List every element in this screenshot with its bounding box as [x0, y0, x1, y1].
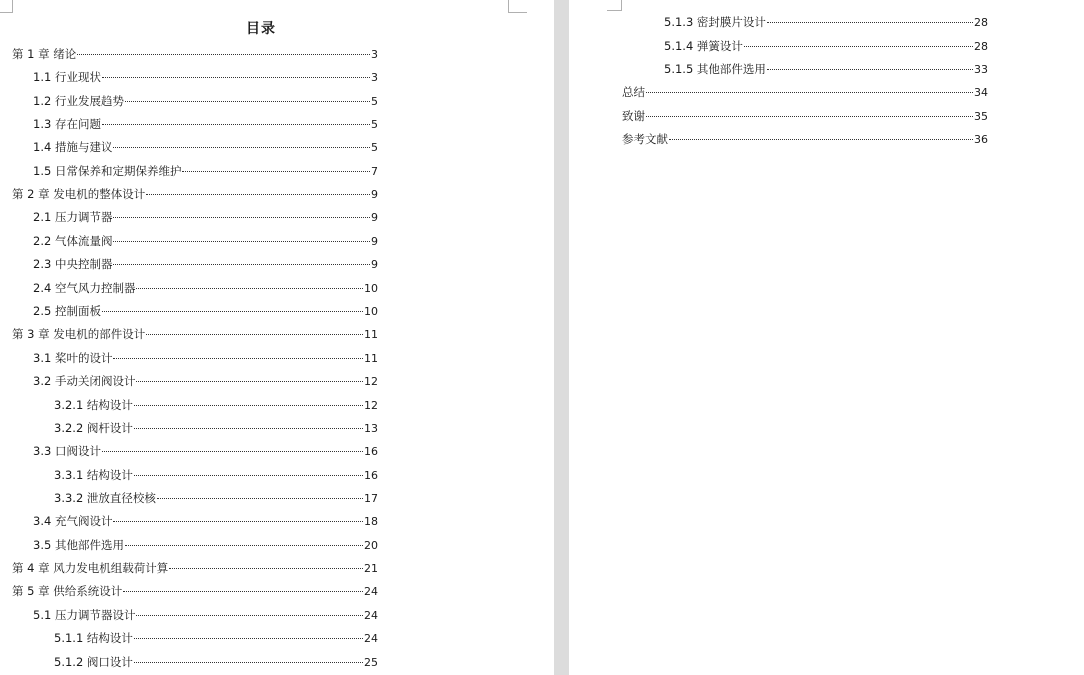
toc-entry-page-number: 33 [974, 63, 988, 76]
toc-entry-page-number: 3 [371, 48, 378, 61]
dot-leader [169, 568, 363, 569]
toc-entry[interactable] [33, 92, 378, 110]
toc-entry[interactable] [33, 536, 378, 554]
dot-leader [134, 475, 363, 476]
toc-entry-page-number: 20 [364, 539, 378, 552]
toc-entry-page-number: 24 [364, 585, 378, 598]
toc-entry-page-number: 28 [974, 16, 988, 29]
dot-leader [669, 139, 973, 140]
toc-entry-label: 第 4 章 风力发电机组载荷计算 [12, 561, 169, 575]
toc-entry[interactable] [54, 419, 378, 437]
toc-entry[interactable] [33, 606, 378, 624]
toc-entry-page-number: 13 [364, 422, 378, 435]
toc-entry-page-number: 18 [364, 515, 378, 528]
toc-entry-page-number: 11 [364, 352, 378, 365]
toc-entry[interactable] [12, 582, 378, 600]
toc-entry-page-number: 35 [974, 110, 988, 123]
dot-leader [136, 288, 363, 289]
dot-leader [744, 46, 973, 47]
crop-mark [0, 0, 13, 13]
toc-entry-page-number: 11 [364, 328, 378, 341]
toc-entry-page-number: 5 [371, 95, 378, 108]
toc-entry[interactable] [33, 372, 378, 390]
toc-entry[interactable] [33, 512, 378, 530]
dot-leader [102, 311, 363, 312]
dot-leader [102, 77, 370, 78]
toc-entry-page-number: 24 [364, 609, 378, 622]
toc-entry[interactable] [54, 396, 378, 414]
toc-entry-label: 3.5 其他部件选用 [33, 538, 124, 552]
toc-entry-page-number: 5 [371, 118, 378, 131]
dot-leader [157, 498, 363, 499]
dot-leader [123, 591, 363, 592]
dot-leader [646, 116, 973, 117]
toc-entry-page-number: 16 [364, 445, 378, 458]
crop-mark [607, 0, 622, 11]
toc-entry-page-number: 34 [974, 86, 988, 99]
toc-entry[interactable] [33, 208, 378, 226]
toc-entry-label: 1.5 日常保养和定期保养维护 [33, 164, 182, 178]
toc-entry[interactable] [33, 302, 378, 320]
dot-leader [113, 217, 370, 218]
dot-leader [136, 615, 363, 616]
dot-leader [134, 428, 363, 429]
toc-entry-label: 2.5 控制面板 [33, 304, 101, 318]
toc-entry-label: 2.2 气体流量阀 [33, 234, 113, 248]
dot-leader [134, 662, 363, 663]
toc-entry[interactable] [622, 107, 988, 125]
toc-entry[interactable] [664, 60, 988, 78]
document-page-right [569, 0, 1084, 675]
dot-leader [134, 638, 363, 639]
toc-entry[interactable] [33, 279, 378, 297]
toc-entry-label: 第 2 章 发电机的整体设计 [12, 187, 146, 201]
toc-entry[interactable] [12, 325, 378, 343]
dot-leader [113, 358, 363, 359]
toc-entry-page-number: 21 [364, 562, 378, 575]
dot-leader [182, 171, 370, 172]
dot-leader [136, 381, 363, 382]
toc-entry-page-number: 10 [364, 282, 378, 295]
toc-entry-label: 参考文献 [622, 132, 668, 146]
toc-entry-label: 2.1 压力调节器 [33, 210, 113, 224]
toc-entry-page-number: 24 [364, 632, 378, 645]
dot-leader [102, 451, 363, 452]
toc-entry[interactable] [664, 13, 988, 31]
dot-leader [767, 69, 973, 70]
toc-entry-label: 5.1.1 结构设计 [54, 631, 133, 645]
dot-leader [125, 545, 363, 546]
toc-entry-label: 5.1 压力调节器设计 [33, 608, 136, 622]
toc-entry-label: 3.2 手动关闭阀设计 [33, 374, 136, 388]
toc-entry-label: 5.1.3 密封膜片设计 [664, 15, 766, 29]
dot-leader [113, 264, 370, 265]
toc-entry-label: 1.4 措施与建议 [33, 140, 113, 154]
toc-entry[interactable] [33, 442, 378, 460]
dot-leader [146, 334, 363, 335]
toc-entry[interactable] [54, 466, 378, 484]
toc-entry[interactable] [33, 255, 378, 273]
toc-entry-label: 致谢 [622, 109, 645, 123]
toc-entry-label: 5.1.5 其他部件选用 [664, 62, 766, 76]
toc-entry[interactable] [33, 232, 378, 250]
toc-entry-label: 3.2.1 结构设计 [54, 398, 133, 412]
toc-entry[interactable] [12, 559, 378, 577]
toc-entry-label: 3.3 口阀设计 [33, 444, 101, 458]
toc-title: 目录 [246, 21, 276, 37]
dot-leader [646, 92, 973, 93]
toc-entry-label: 5.1.2 阀口设计 [54, 655, 133, 669]
toc-entry-label: 3.1 桨叶的设计 [33, 351, 113, 365]
dot-leader [134, 405, 363, 406]
dot-leader [767, 22, 973, 23]
toc-entry-page-number: 17 [364, 492, 378, 505]
toc-entry[interactable] [12, 45, 378, 63]
toc-entry-label: 2.3 中央控制器 [33, 257, 113, 271]
toc-entry-page-number: 3 [371, 71, 378, 84]
toc-entry-page-number: 12 [364, 399, 378, 412]
toc-entry[interactable] [664, 37, 988, 55]
toc-entry-label: 第 1 章 绪论 [12, 47, 77, 61]
toc-entry-label: 1.1 行业现状 [33, 70, 101, 84]
toc-entry[interactable] [12, 185, 378, 203]
toc-entry-page-number: 9 [371, 188, 378, 201]
page-gutter [554, 0, 569, 675]
toc-entry-label: 3.4 充气阀设计 [33, 514, 113, 528]
toc-entry[interactable] [54, 489, 378, 507]
toc-entry-page-number: 9 [371, 211, 378, 224]
toc-entry-page-number: 16 [364, 469, 378, 482]
toc-entry-label: 总结 [622, 85, 645, 99]
toc-entry-page-number: 7 [371, 165, 378, 178]
dot-leader [113, 147, 370, 148]
toc-entry-label: 1.2 行业发展趋势 [33, 94, 124, 108]
dot-leader [77, 54, 370, 55]
toc-entry-label: 3.3.1 结构设计 [54, 468, 133, 482]
toc-entry-label: 3.2.2 阀杆设计 [54, 421, 133, 435]
toc-entry-label: 2.4 空气风力控制器 [33, 281, 136, 295]
toc-entry-page-number: 5 [371, 141, 378, 154]
toc-entry[interactable] [54, 653, 378, 671]
toc-entry[interactable] [622, 83, 988, 101]
crop-mark [508, 0, 527, 13]
toc-entry-page-number: 36 [974, 133, 988, 146]
toc-entry-label: 第 3 章 发电机的部件设计 [12, 327, 146, 341]
dot-leader [125, 101, 370, 102]
toc-entry-page-number: 12 [364, 375, 378, 388]
toc-entry-label: 1.3 存在问题 [33, 117, 101, 131]
toc-entry-page-number: 10 [364, 305, 378, 318]
toc-entry[interactable] [33, 162, 378, 180]
toc-entry[interactable] [33, 138, 378, 156]
dot-leader [113, 241, 370, 242]
toc-entry[interactable] [54, 629, 378, 647]
toc-entry[interactable] [33, 115, 378, 133]
dot-leader [102, 124, 370, 125]
dot-leader [113, 521, 363, 522]
dot-leader [146, 194, 370, 195]
toc-entry-label: 第 5 章 供给系统设计 [12, 584, 123, 598]
toc-entry-page-number: 25 [364, 656, 378, 669]
toc-entry[interactable] [622, 130, 988, 148]
toc-entry-page-number: 9 [371, 258, 378, 271]
toc-entry-page-number: 28 [974, 40, 988, 53]
toc-entry-label: 3.3.2 泄放直径校核 [54, 491, 156, 505]
toc-entry-label: 5.1.4 弹簧设计 [664, 39, 743, 53]
toc-entry[interactable] [33, 68, 378, 86]
toc-entry-page-number: 9 [371, 235, 378, 248]
toc-entry[interactable] [33, 349, 378, 367]
